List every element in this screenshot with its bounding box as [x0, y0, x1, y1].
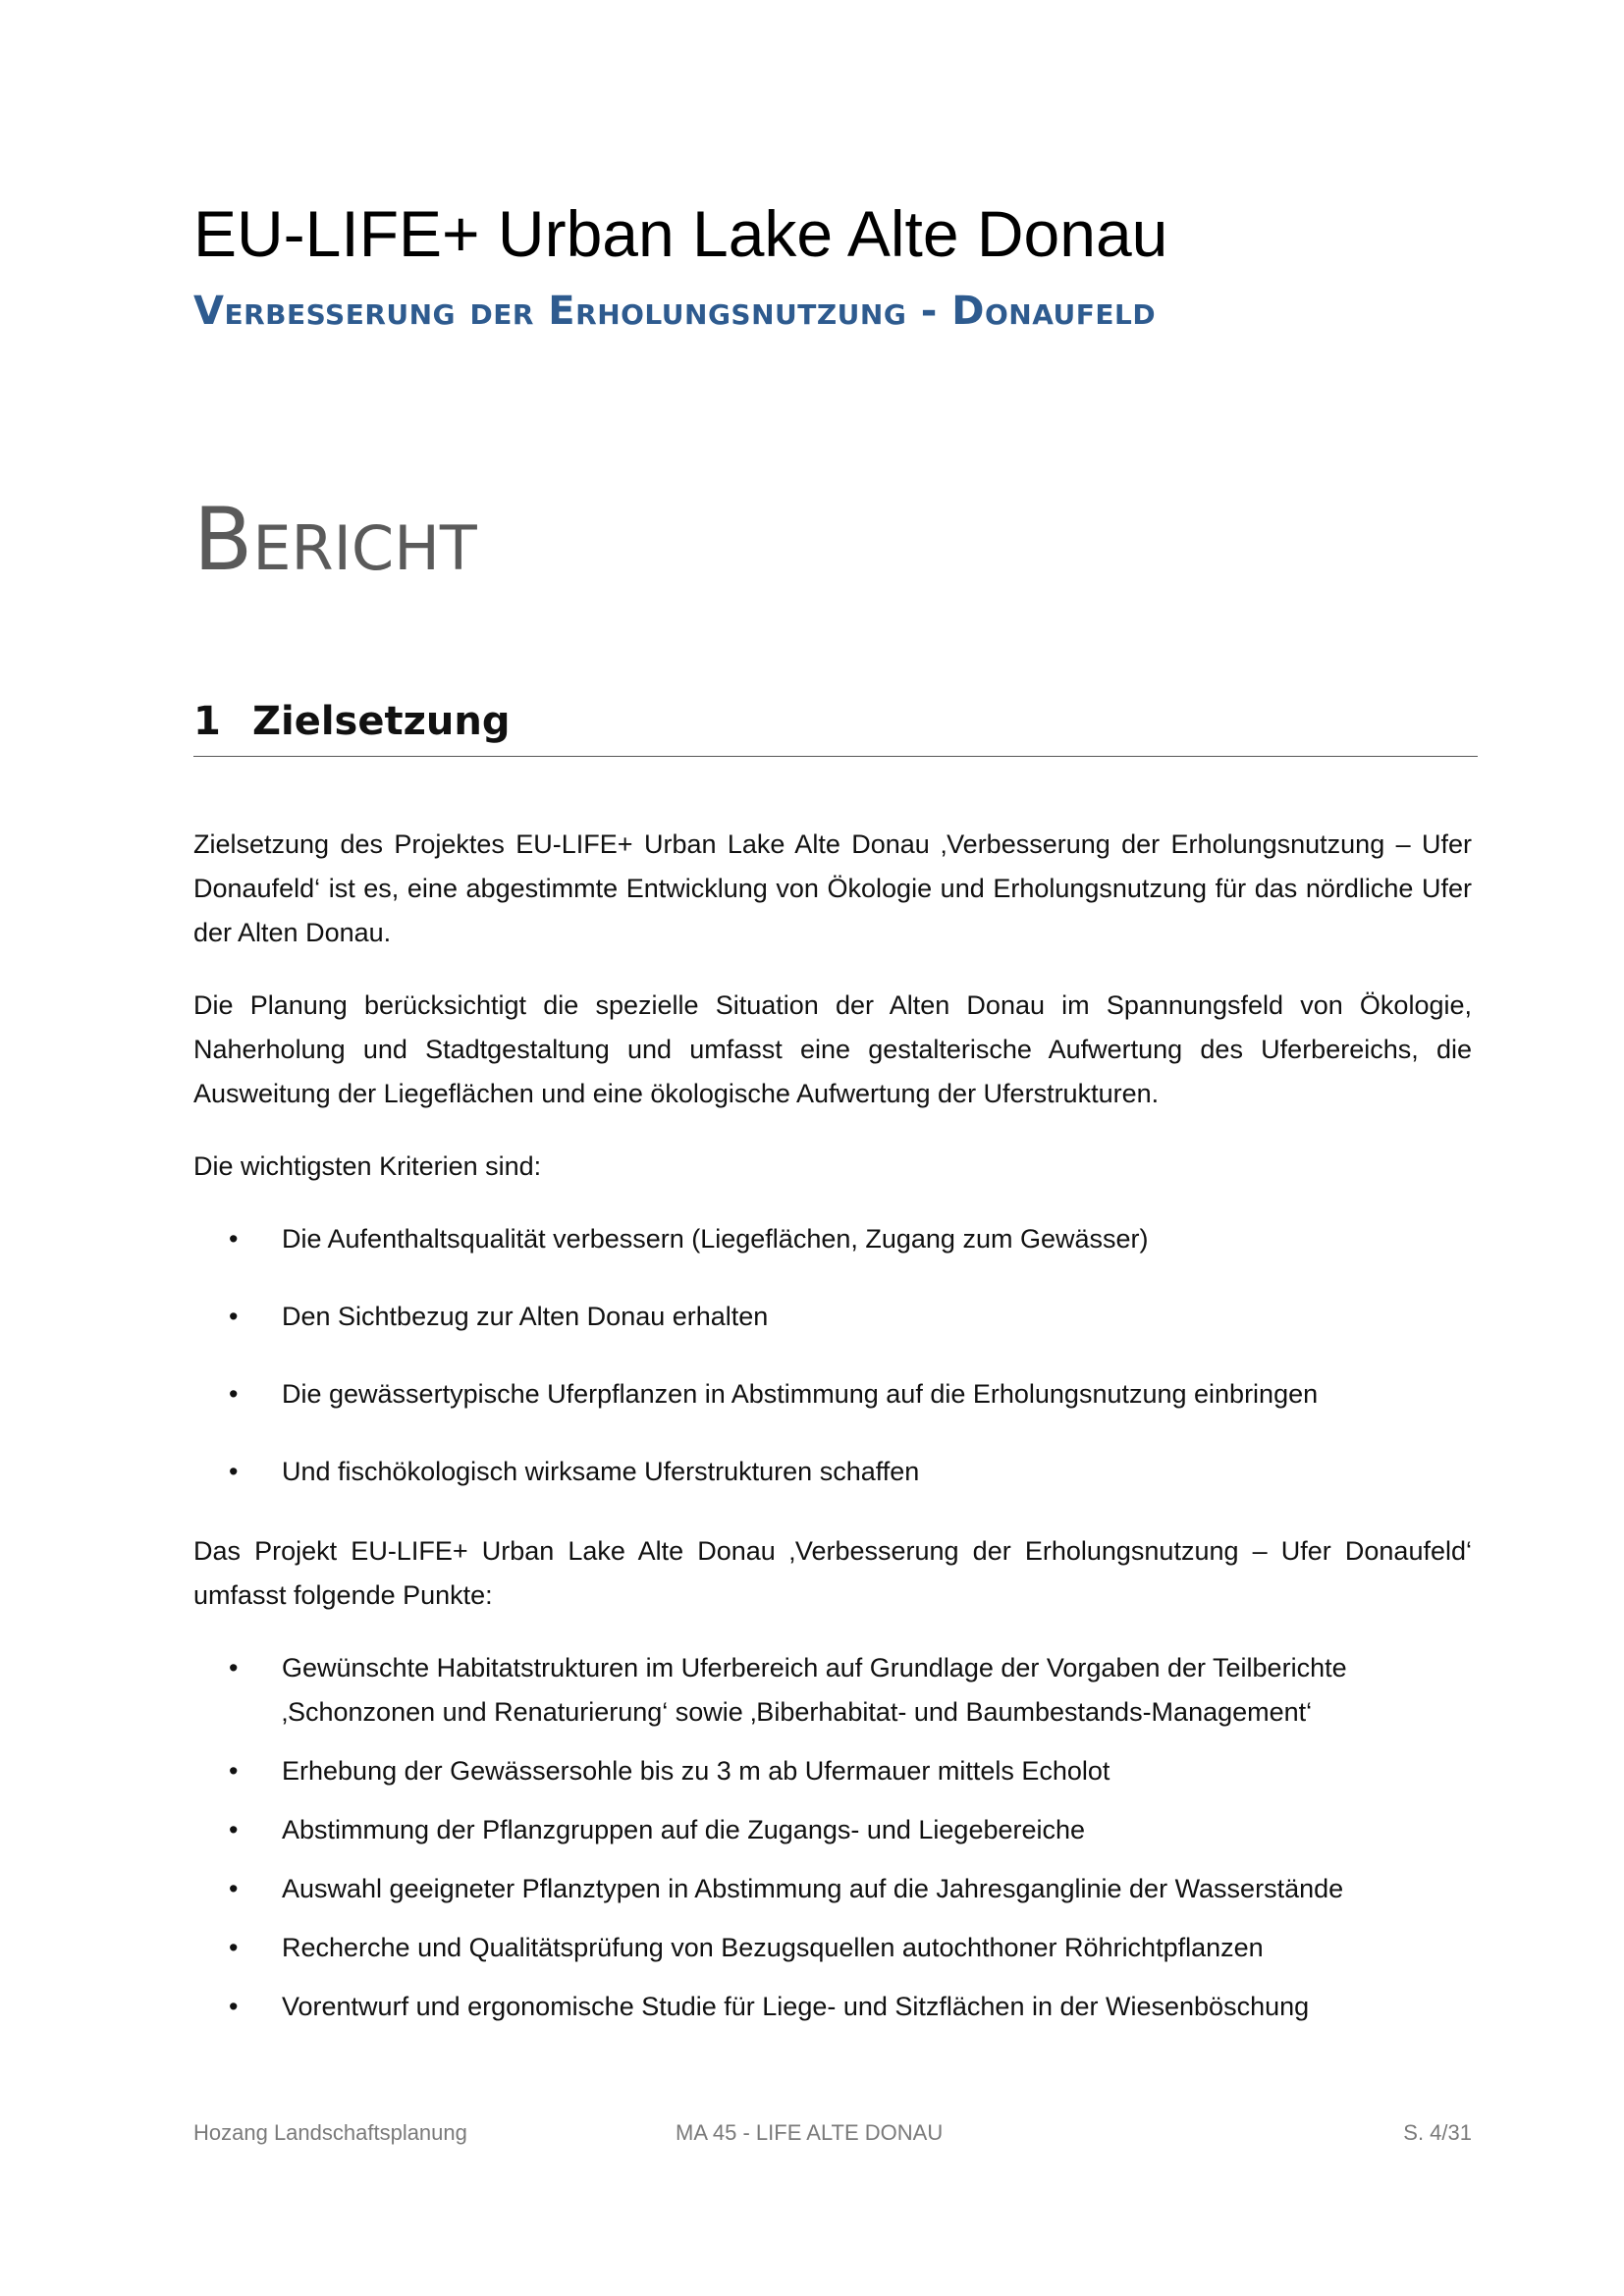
body-text [193, 823, 1472, 2057]
bullet-icon: • [229, 1815, 239, 1844]
page-footer [193, 2120, 1472, 2150]
list-item [193, 1217, 1472, 1261]
list-item [193, 1926, 1472, 1970]
footer-page-number: S. 4/31 [1403, 2120, 1472, 2145]
list-item [193, 1450, 1472, 1494]
list-item-text: Und fischökologisch wirksame Uferstrukturen schaffen [282, 1457, 920, 1486]
report-heading: Bericht [193, 489, 477, 590]
list-item-text: Erhebung der Gewässersohle bis zu 3 m ab Ufermauer mittels Echolot [282, 1756, 1110, 1786]
bullet-icon: • [229, 1379, 239, 1409]
footer-project: MA 45 - LIFE ALTE DONAU [676, 2120, 944, 2145]
points-list [193, 1646, 1472, 2029]
document-subtitle: Verbesserung der Erholungsnutzung - Donaufeld [193, 289, 1157, 334]
bullet-icon: • [229, 1457, 239, 1486]
section-title: Zielsetzung [252, 699, 511, 744]
list-item [193, 1808, 1472, 1852]
criteria-intro: Die wichtigsten Kriterien sind: [193, 1151, 542, 1181]
paragraph-objective: Zielsetzung des Projektes EU-LIFE+ Urban Lake Alte Donau ‚Verbesserung der Erholungsnutzung – Ufer Donaufeld‘ ist es, eine abgestimmte Entwicklung von Ökologie und Erholungsnutzung für das nördliche Ufer der Alten Donau. [193, 829, 1472, 947]
list-item-text: Die Aufenthaltsqualität verbessern (Liegeflächen, Zugang zum Gewässer) [282, 1224, 1149, 1254]
paragraph-planning: Die Planung berücksichtigt die spezielle Situation der Alten Donau im Spannungsfeld von Ökologie, Naherholung und Stadtgestaltung und umfasst eine gestalterische Aufwertung des Uferbereichs, die Ausweitung der Liegeflächen und eine ökologische Aufwertung der Uferstrukturen. [193, 990, 1472, 1108]
list-item [193, 1867, 1472, 1911]
list-item-text: Gewünschte Habitatstrukturen im Uferbereich auf Grundlage der Vorgaben der Teilberichte ‚Schonzonen und Renaturierung‘ sowie ‚Biberhabitat- und Baumbestands-Management‘ [282, 1653, 1347, 1727]
list-item-text: Vorentwurf und ergonomische Studie für Liege- und Sitzflächen in der Wiesenböschung [282, 1992, 1310, 2021]
section-number: 1 [193, 699, 221, 744]
list-item-text: Recherche und Qualitätsprüfung von Bezugsquellen autochthoner Röhrichtpflanzen [282, 1933, 1264, 1962]
bullet-icon: • [229, 1992, 239, 2021]
document-title: EU-LIFE+ Urban Lake Alte Donau [193, 197, 1168, 270]
criteria-list [193, 1217, 1472, 1494]
list-item-text: Abstimmung der Pflanzgruppen auf die Zugangs- und Liegebereiche [282, 1815, 1086, 1844]
list-item-text: Auswahl geeigneter Pflanztypen in Abstimmung auf die Jahresganglinie der Wasserstände [282, 1874, 1344, 1903]
list-item-text: Die gewässertypische Uferpflanzen in Abstimmung auf die Erholungsnutzung einbringen [282, 1379, 1319, 1409]
list-item-text: Den Sichtbezug zur Alten Donau erhalten [282, 1302, 769, 1331]
bullet-icon: • [229, 1933, 239, 1962]
list-item [193, 1749, 1472, 1793]
list-item [193, 1985, 1472, 2029]
bullet-icon: • [229, 1756, 239, 1786]
list-item [193, 1372, 1472, 1416]
points-intro: Das Projekt EU-LIFE+ Urban Lake Alte Donau ‚Verbesserung der Erholungsnutzung – Ufer Donaufeld‘ umfasst folgende Punkte: [193, 1536, 1472, 1610]
section-heading [193, 695, 1478, 757]
bullet-icon: • [229, 1302, 239, 1331]
list-item [193, 1646, 1472, 1735]
bullet-icon: • [229, 1224, 239, 1254]
footer-author: Hozang Landschaftsplanung [193, 2120, 467, 2145]
bullet-icon: • [229, 1874, 239, 1903]
list-item [193, 1295, 1472, 1339]
bullet-icon: • [229, 1653, 239, 1682]
